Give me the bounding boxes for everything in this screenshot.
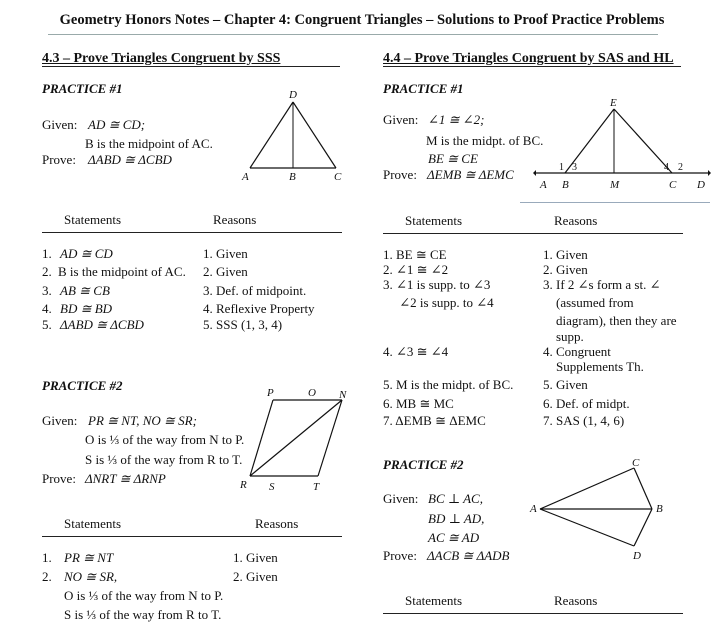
label-b: B [289,171,296,183]
reasons-header: Reasons [213,212,257,227]
given-label: Given: [383,491,419,506]
reason: 6. Def. of midpt. [543,396,630,411]
triangle-abd-figure [236,86,348,186]
given-3: BE ≅ CE [428,151,478,166]
label-s: S [269,481,275,493]
table-rule [383,613,683,614]
prove-label: Prove: [42,471,76,486]
row-number: 2. [42,569,52,584]
statement: B is the midpoint of AC. [58,264,186,279]
angle-2-label: 2 [678,162,683,173]
given-label: Given: [42,117,78,132]
statements-header: Statements [405,593,463,608]
reason: 5. SSS (1, 3, 4) [203,317,283,332]
label-t: T [313,481,320,493]
reasons-header: Reasons [554,213,598,228]
statements-header: Statements [405,213,463,228]
reason: 4. Reflexive Property [203,301,315,316]
prove-label: Prove: [42,152,76,167]
page-title: Geometry Honors Notes – Chapter 4: Congruent Triangles – Solutions to Proof Practice Problems [59,12,665,28]
label-r: R [240,479,247,491]
angle-1-label: 1 [559,162,564,173]
given-label: Given: [42,413,78,428]
label-c: C [632,457,640,469]
row-number: 3. [42,283,52,298]
table-rule [42,232,342,233]
section-rule-right [383,66,681,67]
label-a: A [242,171,249,183]
section-heading-4-3: 4.3 – Prove Triangles Congruent by SSS [42,51,281,66]
section-heading-4-4: 4.4 – Prove Triangles Congruent by SAS and HL [383,51,674,66]
reason: Supplements Th. [543,359,644,374]
table-rule [383,233,683,234]
reason: 3. If 2 ∠s form a st. ∠ [543,277,661,292]
reason: diagram), then they are [543,313,677,328]
row-number: 1. [42,550,52,565]
label-c: C [669,179,677,191]
practice-2-heading-right: PRACTICE #2 [383,457,464,472]
table-rule [42,536,342,537]
label-b: B [656,503,663,515]
reason: 2. Given [203,264,248,279]
angle-4-label: 4 [664,162,669,173]
reason: 1. Given [203,246,248,261]
section-rule-left [42,66,340,67]
reasons-header: Reasons [255,516,299,531]
triangle-emb-figure [532,94,712,194]
title-divider [48,34,658,35]
reason: 2. Given [233,569,278,584]
statement: 4. ∠3 ≅ ∠4 [383,344,449,359]
statement: ΔABD ≅ ΔCBD [60,317,144,332]
reason: 3. Def. of midpoint. [203,283,307,298]
prove-label: Prove: [383,548,417,563]
label-b: B [562,179,569,191]
statement: 6. MB ≅ MC [383,396,454,411]
label-o: O [308,387,316,399]
practice-2-heading-left: PRACTICE #2 [42,378,123,393]
statement: 2. ∠1 ≅ ∠2 [383,262,449,277]
reasons-header: Reasons [554,593,598,608]
label-n: N [339,389,347,401]
label-m: M [610,179,620,191]
reason: 1. Given [543,247,588,262]
prove-statement: ΔABD ≅ ΔCBD [88,152,172,167]
label-d: D [633,550,641,562]
given-3: AC ≅ AD [428,530,480,545]
statement: 3. ∠1 is supp. to ∠3 [383,277,491,292]
reason: (assumed from [543,295,634,310]
given-1: ∠1 ≅ ∠2; [428,112,485,127]
row-number: 2. [42,264,52,279]
figure-divider [520,202,710,203]
label-c: C [334,171,342,183]
parallelogram-figure [236,386,354,496]
practice-1-heading-right: PRACTICE #1 [383,81,464,96]
kite-figure [524,454,674,564]
angle-3-label: 3 [572,162,577,173]
statement: ∠2 is supp. to ∠4 [383,295,494,310]
statement: O is ⅓ of the way from N to P. [64,588,224,603]
label-a: A [540,179,547,191]
row-number: 5. [42,317,52,332]
statement: PR ≅ NT [64,550,114,565]
row-number: 1. [42,246,52,261]
statement: AB ≅ CB [60,283,110,298]
given-1: AD ≅ CD; [88,117,146,132]
given-3: S is ⅓ of the way from R to T. [85,452,243,467]
given-1: BC ⊥ AC, [428,491,483,506]
given-1: PR ≅ NT, NO ≅ SR; [88,413,197,428]
statement: NO ≅ SR, [64,569,118,584]
prove-statement: ΔEMB ≅ ΔEMC [427,167,514,182]
row-number: 4. [42,301,52,316]
prove-statement: ΔNRT ≅ ΔRNP [85,471,166,486]
reason: 7. SAS (1, 4, 6) [543,413,625,428]
given-label: Given: [383,112,419,127]
reason: 2. Given [543,262,588,277]
statement: 7. ΔEMB ≅ ΔEMC [383,413,486,428]
label-e: E [610,97,617,109]
given-2: B is the midpoint of AC. [85,136,213,151]
statement: 5. M is the midpt. of BC. [383,377,514,392]
prove-statement: ΔACB ≅ ΔADB [427,548,510,563]
label-p: P [267,387,274,399]
statement: AD ≅ CD [60,246,113,261]
given-2: BD ⊥ AD, [428,511,485,526]
reason: 5. Given [543,377,588,392]
practice-1-heading-left: PRACTICE #1 [42,81,123,96]
statement: BD ≅ BD [60,301,113,316]
statement: 1. BE ≅ CE [383,247,447,262]
label-d: D [697,179,705,191]
statements-header: Statements [64,516,122,531]
given-2: O is ⅓ of the way from N to P. [85,432,245,447]
label-a: A [530,503,537,515]
reason: 1. Given [233,550,278,565]
statement: S is ⅓ of the way from R to T. [64,607,222,622]
reason: 4. Congruent [543,344,611,359]
statements-header: Statements [64,212,122,227]
reason: supp. [543,329,584,344]
label-d: D [289,89,297,101]
prove-label: Prove: [383,167,417,182]
given-2: M is the midpt. of BC. [426,133,544,148]
